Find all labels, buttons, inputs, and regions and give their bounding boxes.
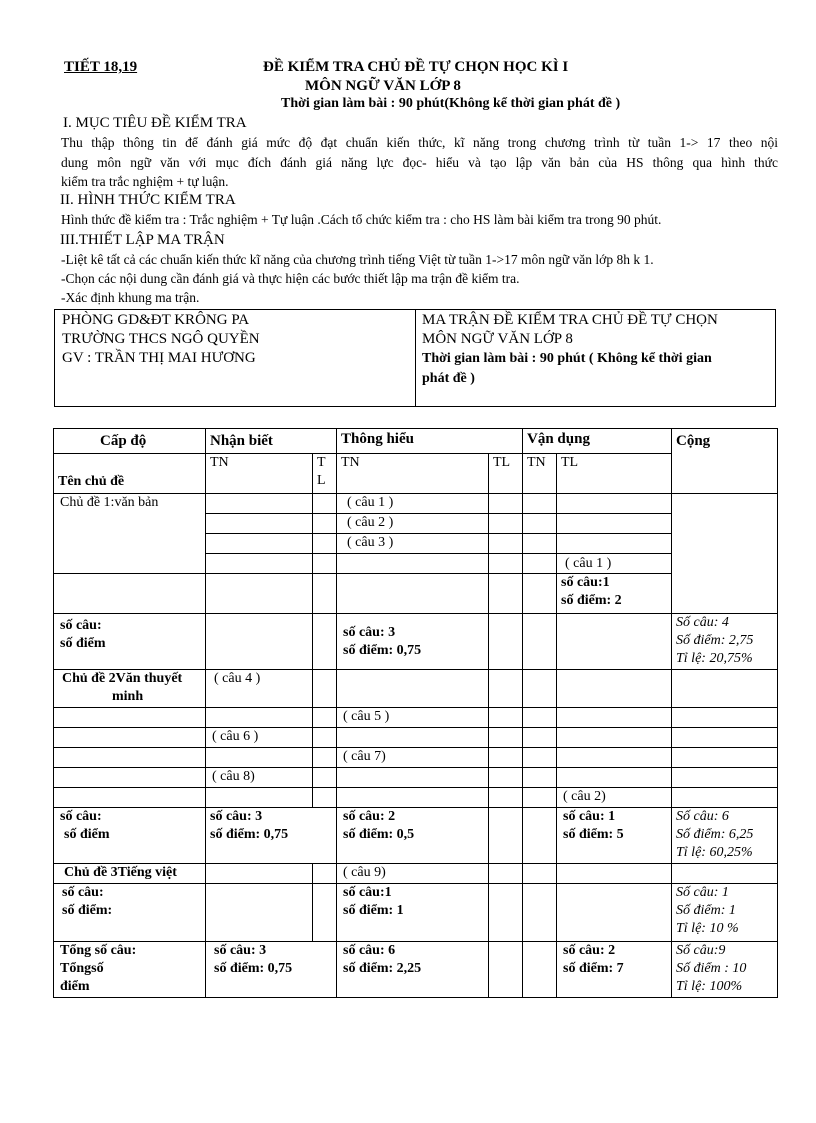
col-thong-hieu: Thông hiểu [337, 429, 523, 454]
total-cong: Số câu:9 Số điểm : 10 Tỉ lệ: 100% [672, 942, 778, 998]
t3-cong: Số câu: 1 Số điểm: 1 Tỉ lệ: 10 % [672, 884, 778, 942]
table-row [54, 808, 778, 864]
t1-th-summary: số câu: 3 số điểm: 0,75 [337, 614, 489, 670]
section3-line1: -Liệt kê tất cả các chuẩn kiến thức kĩ năng của chương trình tiếng Việt từ tuần 1->17 môn ngữ văn lớp 8h k 1. [61, 252, 654, 267]
sub-tn-nb: TN [206, 454, 313, 494]
table-row [54, 614, 778, 670]
doc-subtitle: MÔN NGỮ VĂN LỚP 8 [305, 78, 461, 94]
section3-line3: -Xác định khung ma trận. [61, 290, 200, 305]
table-row [54, 494, 778, 514]
total-vd: số câu: 2 số điểm: 7 [557, 942, 672, 998]
table-row [54, 670, 778, 708]
t2-vd-summary: số câu: 1 số điểm: 5 [557, 808, 672, 864]
total-label: Tổng số câu: Tổngsố điểm [54, 942, 206, 998]
q-cau9: ( câu 9) [337, 864, 489, 884]
section1-line1: Thu thập thông tin để đánh giá mức độ đạt chuẩn kiến thức, kĩ năng trong chương trình từ tuần 1-> 17 theo nội [61, 135, 778, 150]
doc-time: Thời gian làm bài : 90 phút(Không kể thời gian phát đề ) [281, 96, 621, 111]
info-matrix-title: MA TRẬN ĐỀ KIỂM TRA CHỦ ĐỀ TỰ CHỌN [422, 312, 718, 328]
q-cau5: ( câu 5 ) [337, 708, 489, 728]
info-teacher: GV : TRẦN THỊ MAI HƯƠNG [62, 350, 256, 366]
q-cau8: ( câu 8) [206, 768, 313, 788]
q-cau4: ( câu 4 ) [206, 670, 313, 708]
doc-title: ĐỀ KIỂM TRA CHỦ ĐỀ TỰ CHỌN HỌC KÌ I [263, 59, 569, 75]
section3-line2: -Chọn các nội dung cần đánh giá và thực hiện các bước thiết lập ma trận đề kiểm tra. [61, 271, 520, 286]
topic-label: Tên chủ đề [54, 454, 206, 494]
topic-1: Chủ đề 1:văn bản [54, 494, 206, 574]
q-cau6: ( câu 6 ) [206, 728, 313, 748]
q-cau2-tl: ( câu 2) [557, 788, 672, 808]
sub-tn-vd: TN [523, 454, 557, 494]
topic-2: Chủ đề 2Văn thuyết minh [54, 670, 206, 708]
section1-heading: I. MỤC TIÊU ĐỀ KIỂM TRA [63, 115, 247, 131]
t2-cong: Số câu: 6 Số điểm: 6,25 Tỉ lệ: 60,25% [672, 808, 778, 864]
info-time-2: phát đề ) [422, 371, 475, 386]
sub-tl-nb [313, 454, 337, 494]
t2-nb-summary: số câu: 3 số điểm: 0,75 [206, 808, 337, 864]
q-cau1: ( câu 1 ) [337, 494, 489, 514]
section3-heading: III.THIẾT LẬP MA TRẬN [60, 232, 225, 248]
table-row [54, 788, 778, 808]
t2-sum-label: số câu: số điểm [54, 808, 206, 864]
section1-line2: dung môn ngữ văn với mục đích đánh giá năng lực đọc- hiểu và tạo lập văn bản của HS thông qua hình thức [61, 155, 778, 170]
lesson-label: TIẾT 18,19 [64, 59, 138, 75]
table-row [54, 708, 778, 728]
section1-line3: kiểm tra trắc nghiệm + tự luận. [61, 174, 229, 189]
t2-th-summary: số câu: 2 số điểm: 0,5 [337, 808, 489, 864]
t1-vd-summary: số câu:1 số điểm: 2 [557, 574, 672, 614]
q-cau3: ( câu 3 ) [337, 534, 489, 554]
info-box-divider [415, 310, 416, 406]
col-van-dung: Vận dụng [523, 429, 672, 454]
t1-sum-label: số câu: số điểm [54, 614, 206, 670]
header-row-1 [54, 429, 778, 454]
info-subject: MÔN NGỮ VĂN LỚP 8 [422, 331, 573, 347]
table-row [54, 864, 778, 884]
q-cau7: ( câu 7) [337, 748, 489, 768]
col-nhan-biet: Nhận biết [206, 429, 337, 454]
col-level: Cấp độ [54, 429, 206, 454]
total-nb: số câu: 3 số điểm: 0,75 [206, 942, 337, 998]
section2-heading: II. HÌNH THỨC KIỂM TRA [60, 192, 236, 208]
q-cau1-tl: ( câu 1 ) [557, 554, 672, 574]
totals-row [54, 942, 778, 998]
t3-th-summary: số câu:1 số điểm: 1 [337, 884, 489, 942]
t3-sum-label: số câu: số điểm: [54, 884, 206, 942]
total-th: số câu: 6 số điểm: 2,25 [337, 942, 489, 998]
table-row [54, 574, 778, 614]
table-row [54, 884, 778, 942]
sub-tn-th: TN [337, 454, 489, 494]
matrix-table [53, 428, 778, 998]
sub-tl-t: T [317, 455, 326, 470]
info-time-1: Thời gian làm bài : 90 phút ( Không kể thời gian [422, 351, 712, 366]
section2-line1: Hình thức đề kiểm tra : Trắc nghiệm + Tự luận .Cách tổ chức kiểm tra : cho HS làm bài kiểm tra trong 90 phút. [61, 212, 662, 227]
t1-cong: Số câu: 4 Số điểm: 2,75 Tỉ lệ: 20,75% [672, 614, 778, 670]
topic-3: Chủ đề 3Tiếng việt [54, 864, 206, 884]
q-cau2: ( câu 2 ) [337, 514, 489, 534]
sub-tl-th: TL [489, 454, 523, 494]
sub-tl-vd: TL [557, 454, 672, 494]
table-row [54, 728, 778, 748]
info-school: TRƯỜNG THCS NGÔ QUYỀN [62, 331, 260, 347]
header-row-2 [54, 454, 778, 494]
sub-tl-l: L [317, 473, 326, 488]
col-cong: Cộng [672, 429, 778, 494]
table-row [54, 768, 778, 788]
info-box [54, 309, 776, 407]
info-department: PHÒNG GD&ĐT KRÔNG PA [62, 312, 250, 328]
table-row [54, 748, 778, 768]
